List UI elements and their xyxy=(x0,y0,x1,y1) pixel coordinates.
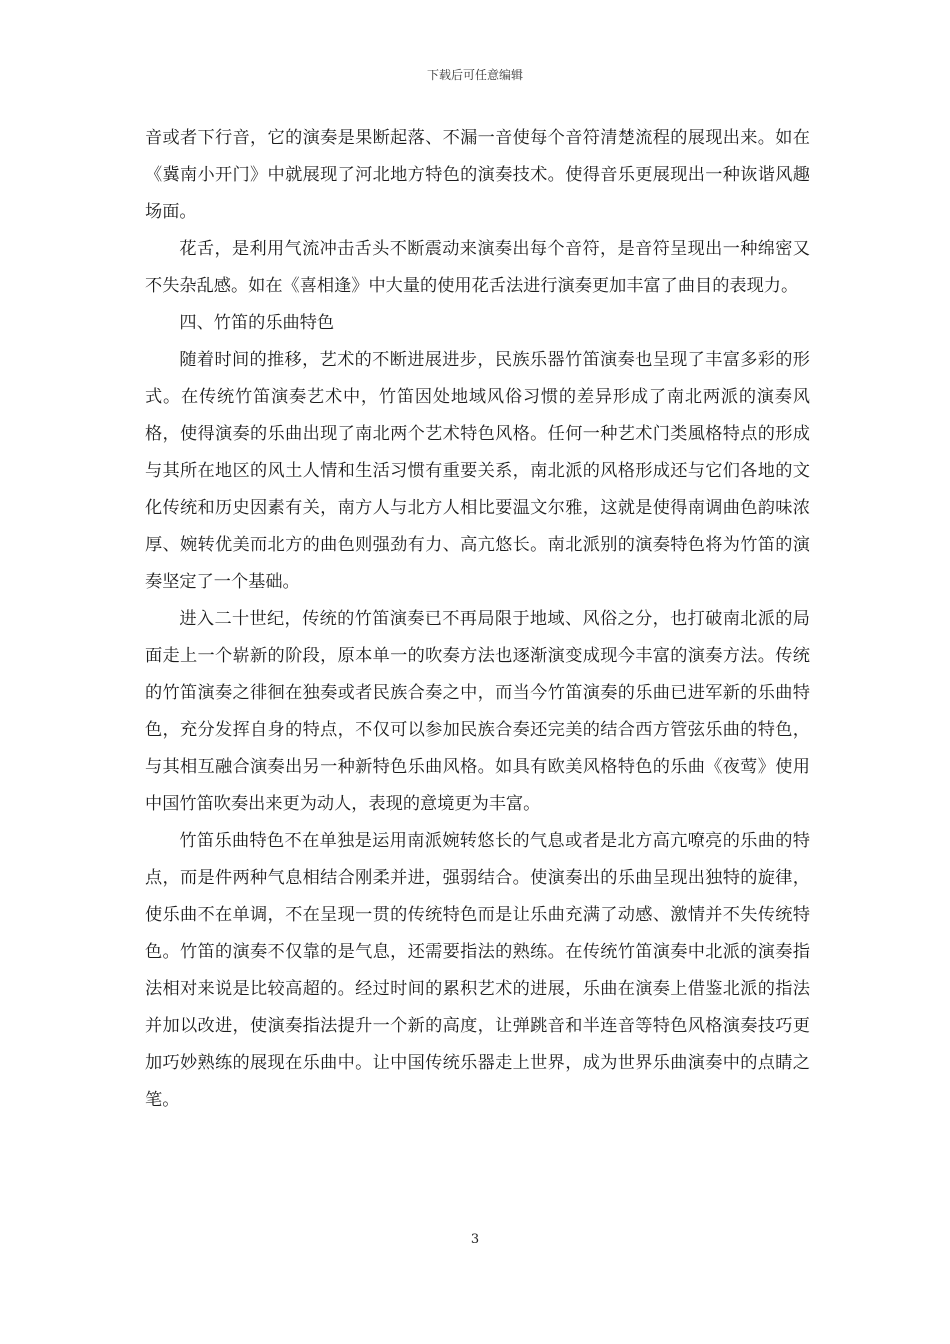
paragraph-modern-features: 竹笛乐曲特色不在单独是运用南派婉转悠长的气息或者是北方高亢嘹亮的乐曲的特点，而是件两种气息相结合刚柔并进，强弱结合。使演奏出的乐曲呈现出独特的旋律，使乐曲不在单调，不在呈现一贯的传统特色而是让乐曲充满了动感、激情并不失传统特色。竹笛的演奏不仅靠的是气息，还需要指法的熟练。在传统竹笛演奏中北派的演奏指法相对来说是比较高超的。经过时间的累积艺术的进展，乐曲在演奏上借鉴北派的指法并加以改进，使演奏指法提升一个新的高度，让弹跳音和半连音等特色风格演奏技巧更加巧妙熟练的展现在乐曲中。让中国传统乐器走上世界，成为世界乐曲演奏中的点睛之笔。 xyxy=(145,831,810,1110)
paragraph-flutter-tongue: 花舌，是利用气流冲击舌头不断震动来演奏出每个音符，是音符呈现出一种绵密又不失杂乱感。如在《喜相逢》中大量的使用花舌法进行演奏更加丰富了曲目的表现力。 xyxy=(145,239,810,296)
paragraph-continuation: 音或者下行音，它的演奏是果断起落、不漏一音使每个音符清楚流程的展现出来。如在《冀南小开门》中就展现了河北地方特色的演奏技术。使得音乐更展现出一种诙谐风趣场面。 xyxy=(145,128,810,222)
header-note: 下载后可任意编辑 xyxy=(426,68,523,82)
paragraph-twentieth-century: 进入二十世纪，传统的竹笛演奏已不再局限于地域、风俗之分，也打破南北派的局面走上一个崭新的阶段，原本单一的吹奏方法也逐渐演变成现今丰富的演奏方法。传统的竹笛演奏之徘徊在独奏或者民族合奏之中，而当今竹笛演奏的乐曲已进军新的乐曲特色，充分发挥自身的特点，不仅可以参加民族合奏还完美的结合西方管弦乐曲的特色，与其相互融合演奏出另一种新特色乐曲风格。如具有欧美风格特色的乐曲《夜莺》使用中国竹笛吹奏出来更为动人，表现的意境更为丰富。 xyxy=(145,609,810,814)
section-heading: 四、竹笛的乐曲特色 xyxy=(179,313,335,333)
body-text xyxy=(145,120,810,1119)
page-number: 3 xyxy=(470,1232,480,1247)
paragraph-north-south-styles: 随着时间的推移，艺术的不断进展进步，民族乐器竹笛演奏也呈现了丰富多彩的形式。在传统竹笛演奏艺术中，竹笛因处地域风俗习惯的差异形成了南北两派的演奏风格，使得演奏的乐曲出现了南北两个艺术特色风格。任何一种艺术门类風格特点的形成与其所在地区的风土人情和生活习惯有重要关系，南北派的风格形成还与它们各地的文化传统和历史因素有关，南方人与北方人相比要温文尔雅，这就是使得南调曲色韵味浓厚、婉转优美而北方的曲色则强劲有力、高亢悠长。南北派别的演奏特色将为竹笛的演奏坚定了一个基础。 xyxy=(145,350,810,592)
